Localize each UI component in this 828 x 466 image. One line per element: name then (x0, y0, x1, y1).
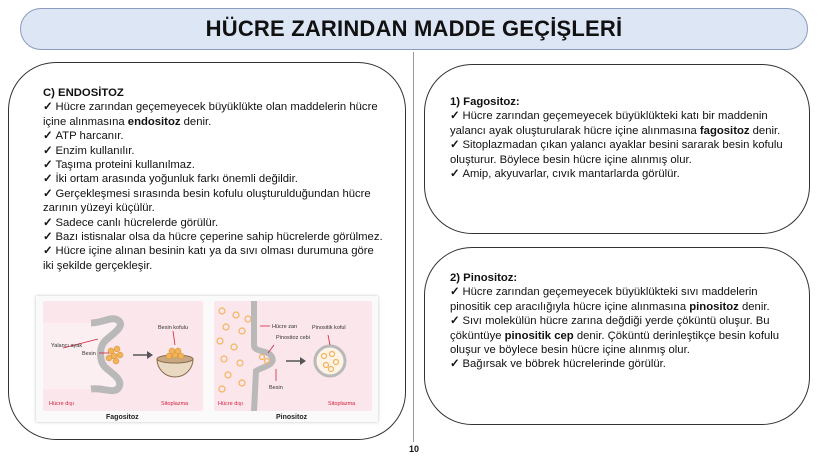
title-banner (20, 8, 808, 50)
endositoz-intro: ✓ Hücre zarından geçemeyecek büyüklükte olan maddelerin hücre içine alınmasına endositoz denir. (43, 101, 378, 128)
label-disi: Hücre dışı (218, 401, 244, 407)
list-item: ✓ ATP harcanır. (43, 130, 124, 143)
page-number: 10 (408, 444, 419, 454)
check-icon: ✓ (450, 286, 460, 299)
label-disi: Hücre dışı (49, 401, 75, 407)
list-item: ✓ Gerçekleşmesi sırasında besin kofulu oluşturulduğundan hücre zarının yüzeyi küçülür. (43, 187, 371, 215)
check-icon: ✓ (43, 159, 53, 172)
check-icon: ✓ (43, 173, 53, 186)
label-cep: Pinositoz cebi (276, 335, 310, 341)
endositoz-text (43, 86, 383, 273)
label-kofulu: Besin kofulu (158, 325, 188, 331)
label-besin: Besin (269, 385, 283, 391)
label-sito: Sitoplazma (328, 401, 356, 407)
list-item: ✓ Hücre zarından geçemeyecek büyüklükteki sıvı maddelerin pinositik cep aracılığıyla hücre içine alınmasına pinositoz denir. (450, 286, 770, 313)
label-kofulu: Pinositik koful (312, 325, 346, 331)
check-icon: ✓ (450, 139, 460, 152)
list-item: ✓ Sitoplazmadan çıkan yalancı ayaklar besini sararak besin kofulu oluşturur. Böylece besin hücre içine alınmış olur. (450, 139, 783, 166)
list-item: ✓ Hücre içine alınan besinin katı ya da sıvı olması durumuna göre iki şekilde gerçekleşir. (43, 245, 374, 272)
fagositoz-text (450, 95, 800, 181)
check-icon: ✓ (450, 315, 460, 328)
fagositoz-heading: 1) Fagositoz: (450, 96, 520, 108)
check-icon: ✓ (43, 144, 53, 157)
fagositoz-caption: Fagositoz (106, 414, 139, 421)
phagocytosis-illustration (43, 301, 203, 411)
check-icon: ✓ (450, 110, 460, 123)
pinocytosis-diagram (214, 301, 372, 411)
list-item: ✓ Amip, akyuvarlar, cıvık mantarlarda görülür. (450, 168, 680, 181)
check-icon: ✓ (43, 101, 53, 114)
column-divider (413, 52, 414, 442)
check-icon: ✓ (43, 216, 53, 229)
check-icon: ✓ (450, 358, 460, 371)
check-icon: ✓ (450, 168, 460, 181)
check-icon: ✓ (43, 245, 53, 258)
check-icon: ✓ (43, 130, 53, 143)
endocytosis-figure (36, 296, 378, 422)
label-sito: Sitoplazma (161, 401, 189, 407)
list-item: ✓ İki ortam arasında yoğunluk farkı önemli değildir. (43, 173, 298, 186)
pinocytosis-illustration (214, 301, 372, 411)
pinositoz-heading: 2) Pinositoz: (450, 272, 518, 284)
pinositoz-caption: Pinositoz (276, 414, 308, 421)
page-title: HÜCRE ZARINDAN MADDE GEÇİŞLERİ (205, 16, 623, 41)
label-zar: Hücre zarı (272, 324, 298, 330)
endositoz-heading: C) ENDOSİTOZ (43, 87, 124, 99)
list-item: ✓ Taşıma proteini kullanılmaz. (43, 159, 195, 172)
label-yalanci: Yalancı ayak (51, 343, 83, 349)
list-item: ✓ Sadece canlı hücrelerde görülür. (43, 216, 219, 229)
list-item: ✓ Hücre zarından geçemeyecek büyüklükteki katı bir maddenin yalancı ayak oluşturularak hücre içine alınmasına fagositoz denir. (450, 110, 781, 137)
list-item: ✓ Enzim kullanılır. (43, 144, 135, 157)
check-icon: ✓ (43, 231, 53, 244)
list-item: ✓ Sıvı molekülün hücre zarına değdiği yerde çöküntü oluşur. Bu çöküntüye pinositik cep denir. Çöküntü derinleştikçe besin kofulu oluşur ve böylece besin hücre içine alınmış olur. (450, 315, 780, 357)
label-besin: Besin (82, 351, 96, 357)
pinositoz-text (450, 271, 800, 372)
check-icon: ✓ (43, 187, 53, 200)
list-item: ✓ Bağırsak ve böbrek hücrelerinde görülür. (450, 358, 666, 371)
list-item: ✓ Bazı istisnalar olsa da hücre çeperine sahip hücrelerde görülmez. (43, 231, 383, 244)
phagocytosis-diagram (43, 301, 203, 411)
